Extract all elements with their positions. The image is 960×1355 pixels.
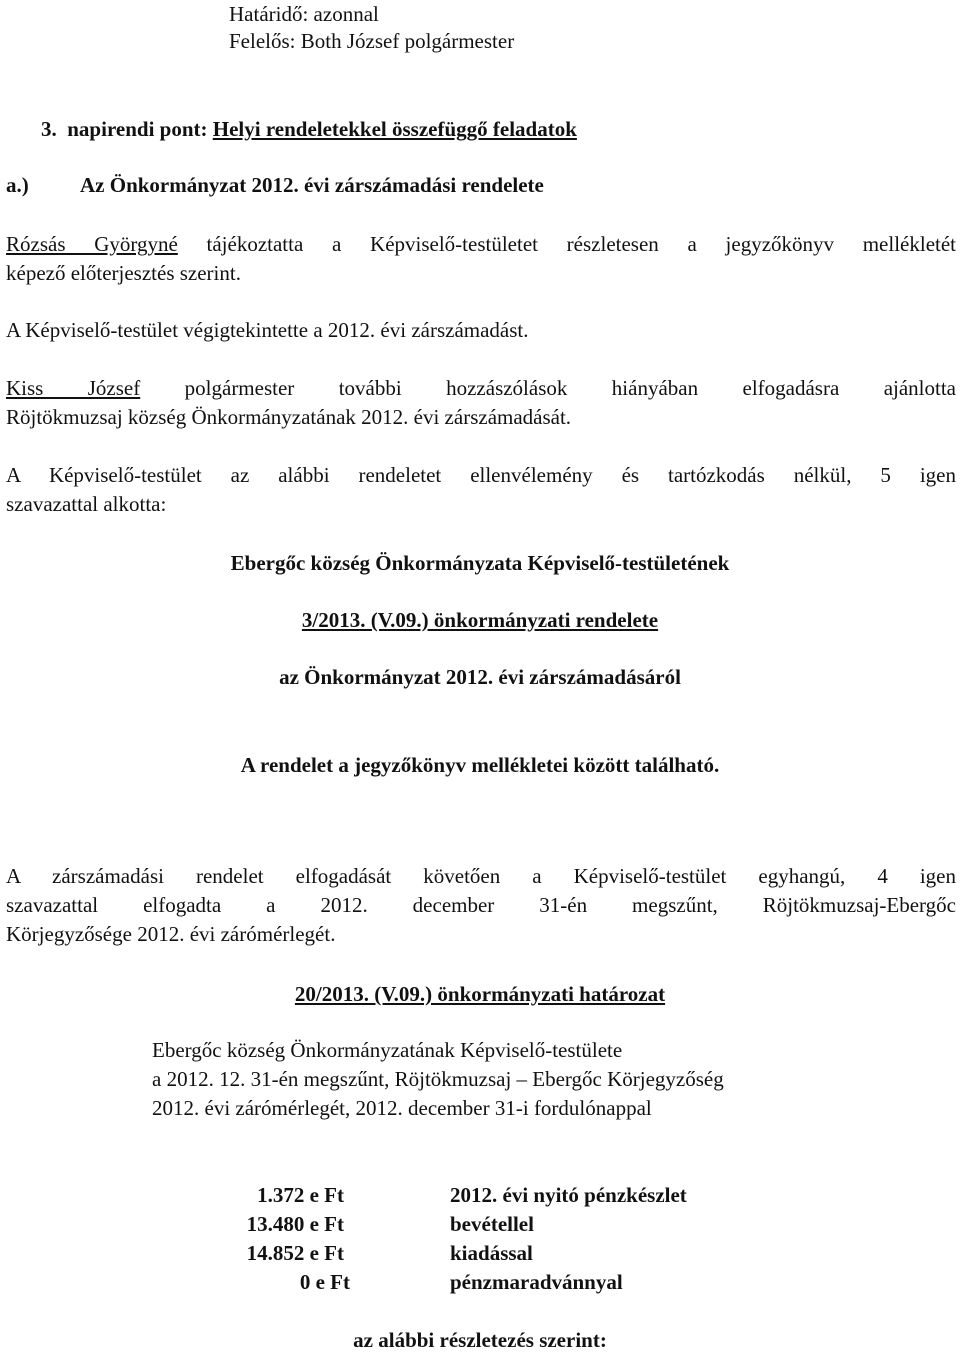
paragraph-3-line-1: Kiss József polgármester további hozzászólások hiányában elfogadásra ajánlotta — [6, 376, 956, 400]
agenda-title: Helyi rendeletekkel összefüggő feladatok — [212, 117, 577, 141]
figure-label: bevétellel — [450, 1212, 534, 1236]
decree-number: 3/2013. (V.09.) önkormányzati rendelete — [301, 608, 659, 632]
resolution-line-1: Ebergőc község Önkormányzatának Képviselő-testülete — [152, 1038, 623, 1062]
figure-label: pénzmaradvánnyal — [450, 1270, 623, 1294]
agenda-label: napirendi pont: — [67, 117, 208, 141]
resolution-number: 20/2013. (V.09.) önkormányzati határozat — [294, 982, 666, 1006]
mayor-name: Kiss József — [6, 376, 141, 400]
paragraph-1-line-1: Rózsás Györgyné tájékoztatta a Képviselő-testületet részletesen a jegyzőkönyv mellékletét — [6, 232, 957, 256]
paragraph-5-line-1: A zárszámadási rendelet elfogadását követően a Képviselő-testület egyhangú, 4 igen — [6, 864, 956, 888]
subitem-title: Az Önkormányzat 2012. évi zárszámadási rendelete — [80, 173, 544, 197]
subitem-marker: a.) — [6, 173, 29, 197]
resolution-line-3: 2012. évi zárómérlegét, 2012. december 31-i fordulónappal — [152, 1096, 652, 1120]
paragraph-5-line-2: szavazattal elfogadta a 2012. december 31-én megszűnt, Röjtökmuzsaj-Ebergőc — [6, 893, 956, 917]
paragraph-1-line-2: képező előterjesztés szerint. — [6, 261, 241, 285]
decree-note: A rendelet a jegyzőkönyv mellékletei között található. — [240, 753, 720, 777]
agenda-number: 3. — [41, 117, 57, 141]
speaker-name: Rózsás Györgyné — [6, 232, 178, 256]
agenda-heading — [41, 115, 577, 144]
decree-issuer: Ebergőc község Önkormányzata Képviselő-testületének — [230, 551, 730, 575]
details-line: az alábbi részletezés szerint: — [353, 1328, 607, 1352]
figure-amount: 1.372 e Ft — [257, 1183, 344, 1207]
figure-amount: 13.480 e Ft — [246, 1212, 344, 1236]
figure-label: kiadással — [450, 1241, 533, 1265]
figure-label: 2012. évi nyitó pénzkészlet — [450, 1183, 687, 1207]
paragraph-5-line-3: Körjegyzősége 2012. évi zárómérlegét. — [6, 922, 336, 946]
decree-subject: az Önkormányzat 2012. évi zárszámadásáról — [279, 665, 681, 689]
paragraph-3-line-2: Röjtökmuzsaj község Önkormányzatának 2012. évi zárszámadását. — [6, 405, 572, 429]
paragraph-2: A Képviselő-testület végigtekintette a 2012. évi zárszámadást. — [6, 318, 529, 342]
figure-amount: 0 e Ft — [299, 1270, 350, 1294]
resolution-line-2: a 2012. 12. 31-én megszűnt, Röjtökmuzsaj – Ebergőc Körjegyzőség — [152, 1067, 724, 1091]
figure-amount: 14.852 e Ft — [246, 1241, 344, 1265]
paragraph-4-line-1: A Képviselő-testület az alábbi rendeletet ellenvélemény és tartózkodás nélkül, 5 igen — [6, 463, 956, 487]
deadline-line: Határidő: azonnal — [229, 2, 379, 26]
responsible-line: Felelős: Both József polgármester — [229, 29, 515, 53]
paragraph-4-line-2: szavazattal alkotta: — [6, 492, 167, 516]
